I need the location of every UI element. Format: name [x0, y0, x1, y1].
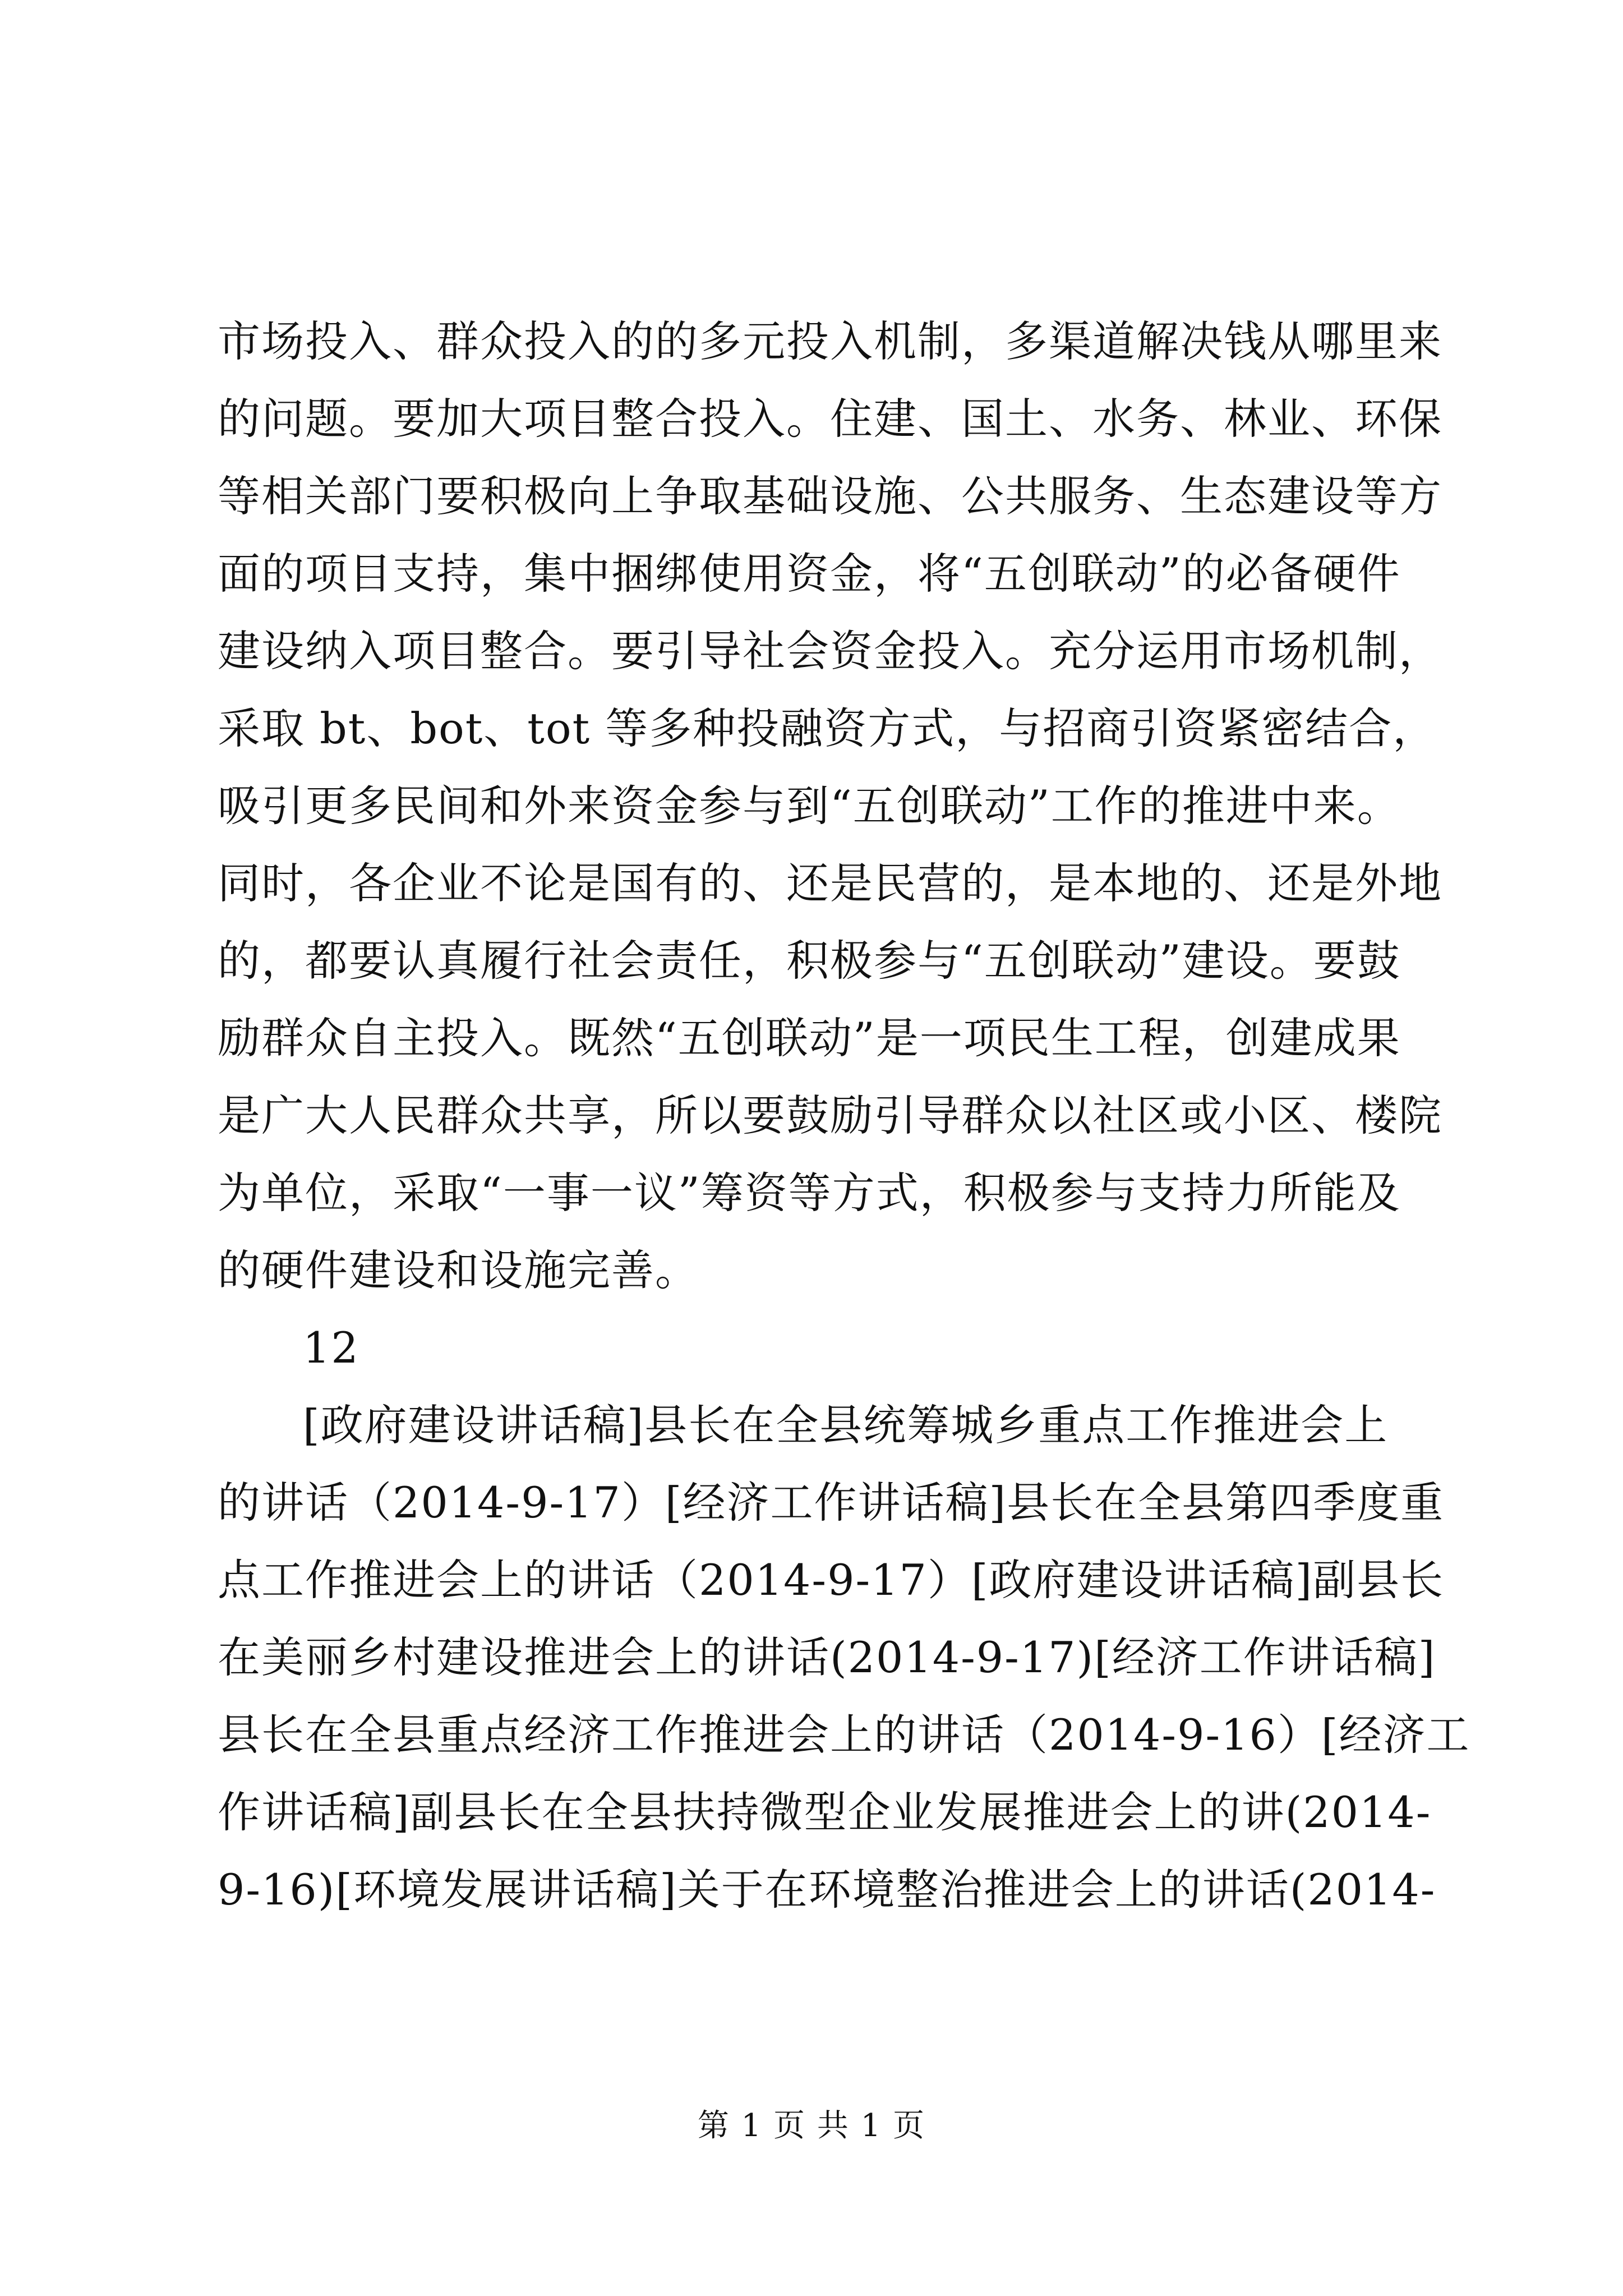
paragraph1-line-8: 同时，各企业不论是国有的、还是民营的，是本地的、还是外地	[218, 858, 1442, 908]
paragraph1-line-2: 的问题。要加大项目整合投入。住建、国土、水务、林业、环保	[218, 394, 1442, 444]
paragraph1-line-6: 采取 bt、bot、tot 等多种投融资方式，与招商引资紧密结合，	[218, 703, 1437, 753]
paragraph2-line-4: 在美丽乡村建设推进会上的讲话(2014-9-17)[经济工作讲话稿]	[218, 1632, 1436, 1682]
paragraph2-line-2: 的讲话（2014-9-17）[经济工作讲话稿]县长在全县第四季度重	[218, 1478, 1445, 1527]
paragraph1-line-9: 的，都要认真履行社会责任，积极参与“五创联动”建设。要鼓	[218, 936, 1401, 986]
paragraph1-line-10: 励群众自主投入。既然“五创联动”是一项民生工程，创建成果	[218, 1013, 1401, 1063]
paragraph2-line-3: 点工作推进会上的讲话（2014-9-17）[政府建设讲话稿]副县长	[218, 1555, 1445, 1605]
paragraph2-line-7: 9-16)[环境发展讲话稿]关于在环境整治推进会上的讲话(2014-	[218, 1865, 1436, 1915]
paragraph1-line-11: 是广大人民群众共享，所以要鼓励引导群众以社区或小区、楼院	[218, 1091, 1442, 1140]
paragraph1-line-3: 等相关部门要积极向上争取基础设施、公共服务、生态建设等方	[218, 471, 1442, 521]
document-body	[218, 303, 1470, 1929]
paragraph2-line-5: 县长在全县重点经济工作推进会上的讲话（2014-9-16）[经济工	[218, 1710, 1470, 1760]
paragraph1-line-1: 市场投入、群众投入的的多元投入机制，多渠道解决钱从哪里来	[218, 316, 1442, 366]
paragraph2-line-6: 作讲话稿]副县长在全县扶持微型企业发展推进会上的讲(2014-	[218, 1787, 1432, 1837]
paragraph1-line-7: 吸引更多民间和外来资金参与到“五创联动”工作的推进中来。	[218, 781, 1401, 831]
paragraph1-line-12: 为单位，采取“一事一议”筹资等方式，积极参与支持力所能及	[218, 1168, 1401, 1218]
paragraph1-line-5: 建设纳入项目整合。要引导社会资金投入。充分运用市场机制，	[218, 626, 1442, 676]
paragraph2-line-1: [政府建设讲话稿]县长在全县统筹城乡重点工作推进会上	[303, 1400, 1389, 1450]
number-line: 12	[303, 1323, 359, 1373]
paragraph1-line-4: 面的项目支持，集中捆绑使用资金，将“五创联动”的必备硬件	[218, 549, 1401, 599]
paragraph1-line-13: 的硬件建设和设施完善。	[218, 1245, 699, 1295]
page-footer: 第 1 页 共 1 页	[697, 2108, 926, 2144]
